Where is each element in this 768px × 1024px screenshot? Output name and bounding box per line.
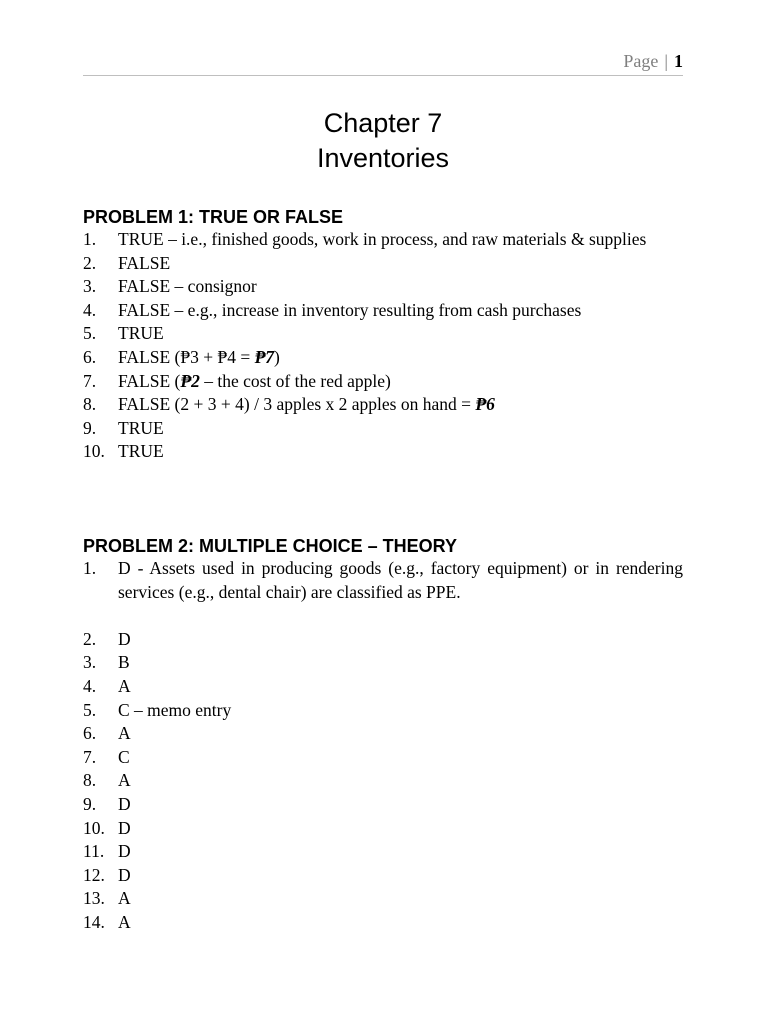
- list-item: [83, 275, 683, 299]
- item-number: 4.: [83, 299, 97, 320]
- list-item: [83, 417, 683, 441]
- item-number: 3.: [83, 276, 97, 297]
- list-item: [83, 557, 683, 604]
- item-number: 6.: [83, 346, 97, 367]
- item-number: 13.: [83, 888, 105, 909]
- page-label: Page: [623, 51, 659, 71]
- item-text: FALSE: [118, 252, 171, 273]
- item-number: 1.: [83, 558, 97, 578]
- item-text: A: [118, 888, 131, 909]
- list-item: [83, 746, 683, 770]
- page-number: 1: [674, 51, 683, 71]
- list-item: [83, 252, 683, 276]
- problem-1-section: [83, 206, 683, 464]
- list-item: [83, 675, 683, 699]
- item-number: 4.: [83, 675, 97, 696]
- list-item: [83, 370, 683, 394]
- list-item: [83, 817, 683, 841]
- item-text: A: [118, 911, 131, 932]
- item-number: 14.: [83, 911, 105, 932]
- item-text: TRUE: [118, 417, 164, 438]
- item-number: 8.: [83, 770, 97, 791]
- item-text: D - Assets used in producing goods (e.g., factory equipment) or in rendering services (e.g., dental chair) are classified as PPE.: [118, 558, 683, 602]
- item-number: 11.: [83, 841, 105, 862]
- list-item: [83, 299, 683, 323]
- item-number: 3.: [83, 652, 97, 673]
- item-text: FALSE – e.g., increase in inventory resulting from cash purchases: [118, 299, 582, 320]
- item-text-pre: FALSE (₱3 + ₱4 =: [118, 346, 255, 367]
- item-text: D: [118, 793, 131, 814]
- problem-2-list: [83, 557, 683, 935]
- item-number: 10.: [83, 817, 105, 838]
- item-number: 6.: [83, 723, 97, 744]
- item-text-post: – the cost of the red apple): [199, 370, 391, 391]
- list-item: [83, 699, 683, 723]
- item-number: 12.: [83, 864, 105, 885]
- chapter-title: [83, 106, 683, 176]
- item-text-emphasis: ₱2: [180, 370, 200, 391]
- item-number: 5.: [83, 699, 97, 720]
- problem-2-heading: PROBLEM 2: MULTIPLE CHOICE – THEORY: [83, 536, 458, 556]
- item-number: 9.: [83, 417, 97, 438]
- list-item: [83, 346, 683, 370]
- item-text: D: [118, 817, 131, 838]
- list-item: [83, 864, 683, 888]
- item-number: 1.: [83, 229, 97, 249]
- item-text: C – memo entry: [118, 699, 232, 720]
- chapter-name: Inventories: [316, 143, 450, 173]
- item-text: A: [118, 770, 131, 791]
- item-text-post: ): [274, 346, 280, 367]
- item-text: C: [118, 746, 130, 767]
- item-text: TRUE: [118, 441, 164, 462]
- item-number: 8.: [83, 394, 97, 415]
- page-separator: |: [664, 51, 668, 71]
- list-item: [83, 911, 683, 935]
- header-divider: [83, 75, 683, 76]
- list-item: [83, 628, 683, 652]
- problem-2-section: [83, 535, 683, 935]
- list-item: [83, 840, 683, 864]
- page-header: [83, 48, 683, 74]
- list-item: [83, 722, 683, 746]
- item-text-pre: FALSE (2 + 3 + 4) / 3 apples x 2 apples on hand =: [118, 394, 476, 415]
- list-item: [83, 393, 683, 417]
- list-item: [83, 228, 683, 252]
- item-number: 7.: [83, 370, 97, 391]
- item-text: FALSE – consignor: [118, 276, 257, 297]
- item-text: TRUE – i.e., finished goods, work in process, and raw materials & supplies: [118, 229, 647, 249]
- list-item: [83, 769, 683, 793]
- item-text: D: [118, 864, 131, 885]
- item-number: 9.: [83, 793, 97, 814]
- item-text: D: [118, 841, 131, 862]
- chapter-number: Chapter 7: [323, 108, 443, 138]
- item-number: 10.: [83, 441, 105, 462]
- problem-1-list: [83, 228, 683, 464]
- item-number: 2.: [83, 628, 97, 649]
- list-item: [83, 322, 683, 346]
- list-item: [83, 651, 683, 675]
- item-number: 2.: [83, 252, 97, 273]
- item-text-pre: FALSE (: [118, 370, 181, 391]
- item-text: A: [118, 675, 131, 696]
- list-item: [83, 793, 683, 817]
- problem-1-heading: PROBLEM 1: TRUE OR FALSE: [83, 207, 344, 227]
- item-number: 5.: [83, 323, 97, 344]
- item-text: TRUE: [118, 323, 164, 344]
- item-text-emphasis: ₱7: [254, 346, 275, 367]
- item-text: B: [118, 652, 130, 673]
- item-text: D: [118, 628, 131, 649]
- list-item: [83, 440, 683, 464]
- item-number: 7.: [83, 746, 97, 767]
- list-item: [83, 887, 683, 911]
- item-text-emphasis: ₱6: [475, 394, 495, 415]
- item-text: A: [118, 723, 131, 744]
